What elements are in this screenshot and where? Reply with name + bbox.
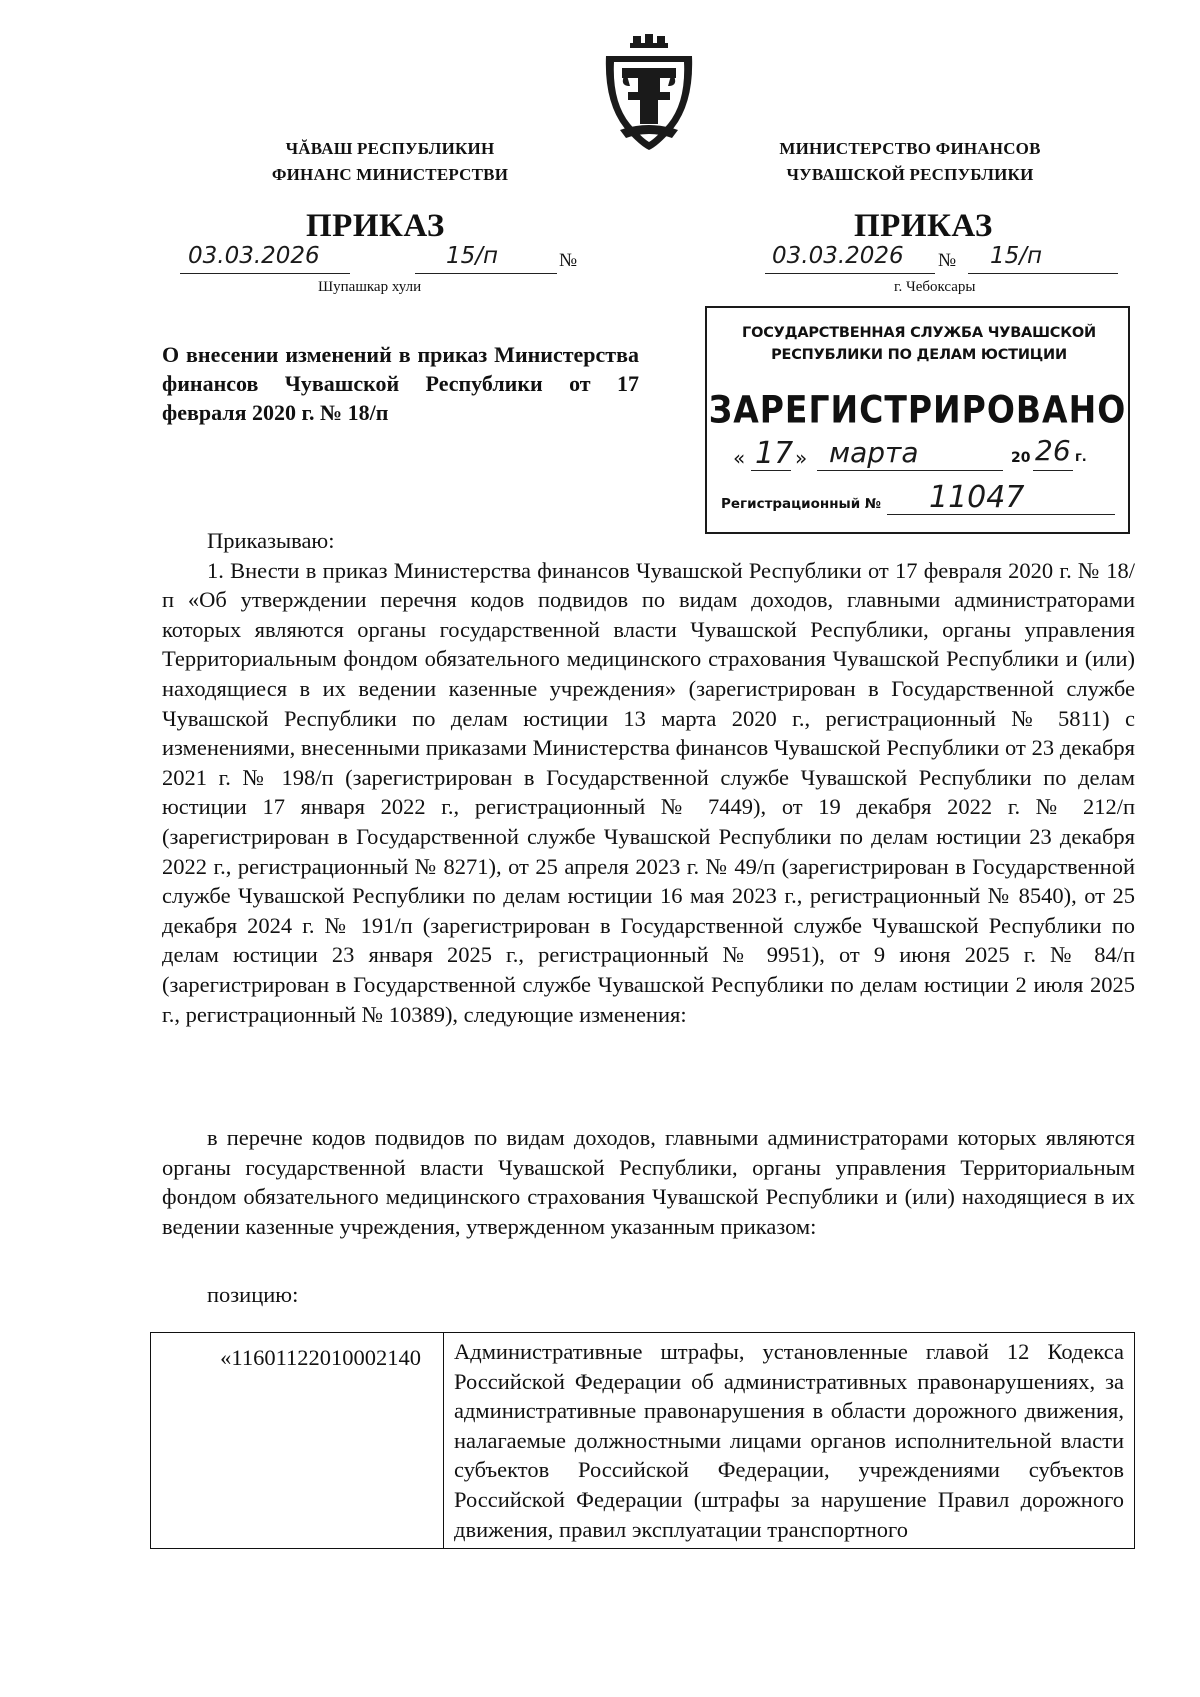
stamp-month: марта	[829, 436, 919, 469]
header-right-line2: ЧУВАШСКОЙ РЕСПУБЛИКИ	[786, 165, 1034, 184]
registration-stamp: ГОСУДАРСТВЕННАЯ СЛУЖБА ЧУВАШСКОЙ РЕСПУБЛИКИ ПО ДЕЛАМ ЮСТИЦИИ ЗАРЕГИСТРИРОВАНО « 17 » марта 20 26 г. Регистрационный № 11047	[705, 306, 1130, 534]
stamp-reg-label: Регистрационный №	[721, 496, 882, 512]
table-row	[151, 1333, 1135, 1549]
body-intro	[162, 526, 1135, 1029]
place-right: г. Чебоксары	[894, 279, 976, 295]
stamp-header	[719, 322, 1119, 366]
order-date-right: 03.03.2026	[772, 243, 904, 269]
stamp-reg-number: 11047	[929, 480, 1025, 515]
order-title-right: ПРИКАЗ	[854, 208, 993, 244]
chuvash-coat-of-arms-icon	[600, 34, 698, 152]
order-number-left: 15/п	[446, 243, 499, 269]
paragraph-1: 1. Внести в приказ Министерства финансов Чувашской Республики от 17 февраля 2020 г. № 18/п «Об утверждении перечня кодов подвидов по видам доходов, главными администраторами которых являются органы государственной власти Чувашской Республики, органы управления Территориальным фондом обязательного медицинского страхования Чувашской Республики и (или) находящиеся в их ведении казенные учреждения» (зарегистрирован в Государственной службе Чувашской Республики по делам юстиции 13 марта 2020 г., регистрационный № 5811) с изменениями, внесенными приказами Министерства финансов Чувашской Республики от 23 декабря 2021 г. № 198/п (зарегистрирован в Государственной службе Чувашской Республики по делам юстиции 17 января 2022 г., регистрационный № 7449), от 19 декабря 2022 г. № 212/п (зарегистрирован в Государственной службе Чувашской Республики по делам юстиции 23 декабря 2022 г., регистрационный № 8271), от 25 апреля 2023 г. № 49/п (зарегистрирован в Государственной службе Чувашской Республики по делам юстиции 16 мая 2023 г., регистрационный № 8540), от 25 декабря 2024 г. № 191/п (зарегистрирован в Государственной службе Чувашской Республики по делам юстиции 23 января 2025 г., регистрационный № 9951), от 9 июня 2025 г. № 84/п (зарегистрирован в Государственной службе Чувашской Республики по делам юстиции 2 июля 2025 г., регистрационный № 10389), следующие изменения:	[162, 557, 1135, 1027]
header-right-line1: МИНИСТЕРСТВО ФИНАНСОВ	[779, 139, 1041, 158]
order-date-left: 03.03.2026	[188, 243, 320, 269]
stamp-day: 17	[755, 436, 794, 471]
table-cell-text: Административные штрафы, установленные главой 12 Кодекса Российской Федерации об административных правонарушениях, за административные правонарушения в области дорожного движения, налагаемые должностными лицами органов исполнительной власти субъектов Российской Федерации, учреждениями субъектов Российской Федерации (штрафы за нарушение Правил дорожного движения, правил эксплуатации транспортного	[444, 1333, 1135, 1549]
body-paragraph-3	[162, 1280, 1135, 1310]
table-cell-code: «11601122010002140	[151, 1333, 444, 1549]
stamp-line2: РЕСПУБЛИКИ ПО ДЕЛАМ ЮСТИЦИИ	[771, 347, 1067, 363]
place-left: Шупашкар хули	[318, 279, 422, 295]
stamp-year-letter: г.	[1075, 450, 1087, 465]
order-topic: О внесении изменений в приказ Министерства финансов Чувашской Республики от 17 февраля 2020 г. № 18/п	[162, 342, 639, 425]
order-number-right: 15/п	[990, 243, 1043, 269]
order-title-left: ПРИКАЗ	[306, 208, 445, 244]
stamp-year-suffix: 26	[1035, 434, 1071, 467]
header-left	[240, 136, 540, 188]
header-right	[760, 136, 1060, 188]
stamp-status: ЗАРЕГИСТРИРОВАНО	[708, 387, 1127, 432]
paragraph-3: позицию:	[207, 1282, 299, 1307]
codes-table	[150, 1332, 1135, 1549]
stamp-line1: ГОСУДАРСТВЕННАЯ СЛУЖБА ЧУВАШСКОЙ	[742, 325, 1096, 341]
header-left-line1: ЧĂВАШ РЕСПУБЛИКИН	[285, 139, 495, 158]
number-sign-right: №	[938, 250, 957, 271]
stamp-year-prefix: 20	[1011, 450, 1031, 466]
intro-text: Приказываю:	[207, 528, 335, 553]
body-paragraph-2	[162, 1123, 1135, 1241]
number-sign-left: №	[559, 250, 578, 271]
paragraph-2: в перечне кодов подвидов по видам доходов, главными администраторами которых являются органы государственной власти Чувашской Республики, органы управления Территориальным фондом обязательного медицинского страхования Чувашской Республики и (или) находящиеся в их ведении казенные учреждения, утвержденном указанным приказом:	[162, 1125, 1135, 1239]
header-left-line2: ФИНАНС МИНИСТЕРСТВИ	[271, 165, 509, 184]
